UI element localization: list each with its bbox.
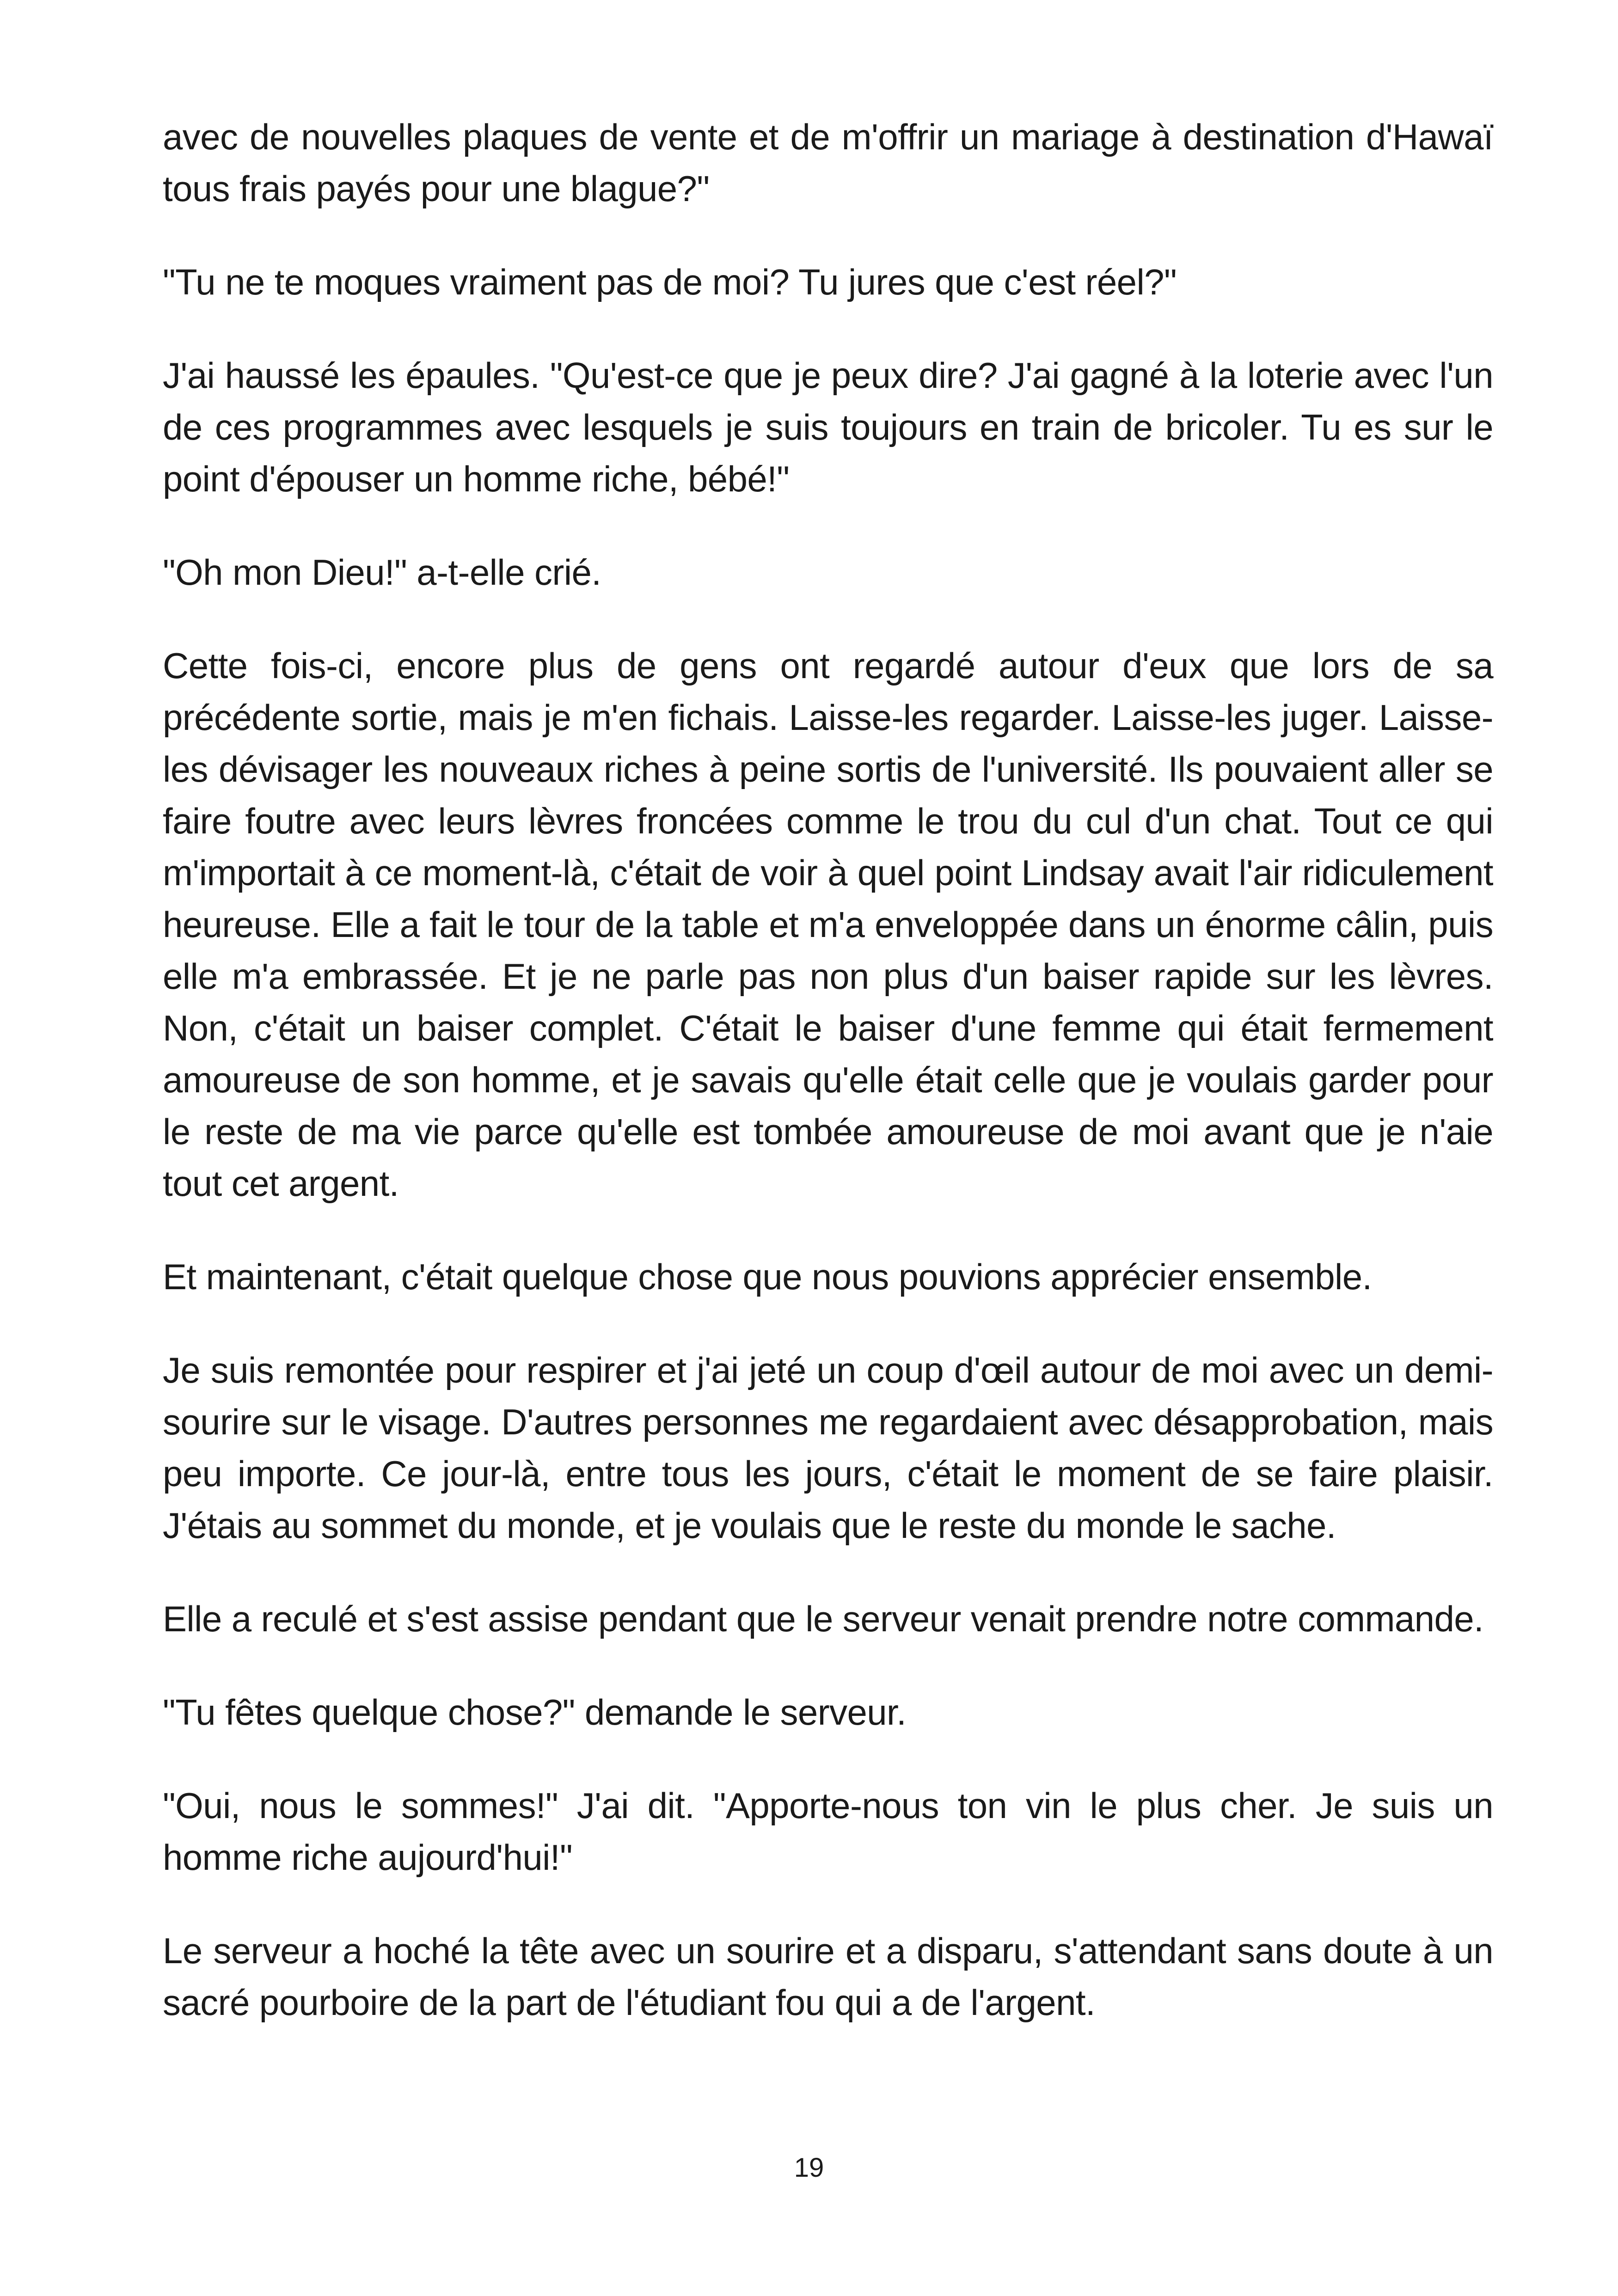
body-text bbox=[163, 111, 1493, 2070]
paragraph: J'ai haussé les épaules. "Qu'est-ce que je peux dire? J'ai gagné à la loterie avec l'un de ces programmes avec lesquels je suis toujours en train de bricoler. Tu es sur le point d'épouser un homme riche, bébé!" bbox=[163, 355, 1493, 499]
paragraph: Et maintenant, c'était quelque chose que nous pouvions apprécier ensemble. bbox=[163, 1256, 1372, 1297]
paragraph: "Oui, nous le sommes!" J'ai dit. "Apporte-nous ton vin le plus cher. Je suis un homme riche aujourd'hui!" bbox=[163, 1785, 1493, 1878]
page-number: 19 bbox=[794, 2153, 824, 2183]
paragraph: Cette fois-ci, encore plus de gens ont regardé autour d'eux que lors de sa précédente sortie, mais je m'en fichais. Laisse-les regarder. Laisse-les juger. Laisse-les dévisager les nouveaux riches à peine sortis de l'université. Ils pouvaient aller se faire foutre avec leurs lèvres froncées comme le trou du cul d'un chat. Tout ce qui m'importait à ce moment-là, c'était de voir à quel point Lindsay avait l'air ridiculement heureuse. Elle a fait le tour de la table et m'a enveloppée dans un énorme câlin, puis elle m'a embrassée. Et je ne parle pas non plus d'un baiser rapide sur les lèvres. Non, c'était un baiser complet. C'était le baiser d'une femme qui était fermement amoureuse de son homme, et je savais qu'elle était celle que je voulais garder pour le reste de ma vie parce qu'elle est tombée amoureuse de moi avant que je n'aie tout cet argent. bbox=[163, 645, 1493, 1204]
paragraph: Je suis remontée pour respirer et j'ai jeté un coup d'œil autour de moi avec un demi-sourire sur le visage. D'autres personnes me regardaient avec désapprobation, mais peu importe. Ce jour-là, entre tous les jours, c'était le moment de se faire plaisir. J'étais au sommet du monde, et je voulais que le reste du monde le sache. bbox=[163, 1350, 1493, 1546]
paragraph: "Tu fêtes quelque chose?" demande le serveur. bbox=[163, 1692, 907, 1733]
paragraph: "Oh mon Dieu!" a-t-elle crié. bbox=[163, 552, 601, 593]
paragraph: Elle a reculé et s'est assise pendant que le serveur venait prendre notre commande. bbox=[163, 1598, 1484, 1639]
paragraph: "Tu ne te moques vraiment pas de moi? Tu jures que c'est réel?" bbox=[163, 262, 1177, 302]
paragraph: Le serveur a hoché la tête avec un sourire et a disparu, s'attendant sans doute à un sacré pourboire de la part de l'étudiant fou qui a de l'argent. bbox=[163, 1930, 1493, 2023]
paragraph: avec de nouvelles plaques de vente et de m'offrir un mariage à destination d'Hawaï tous frais payés pour une blague?" bbox=[163, 116, 1493, 209]
